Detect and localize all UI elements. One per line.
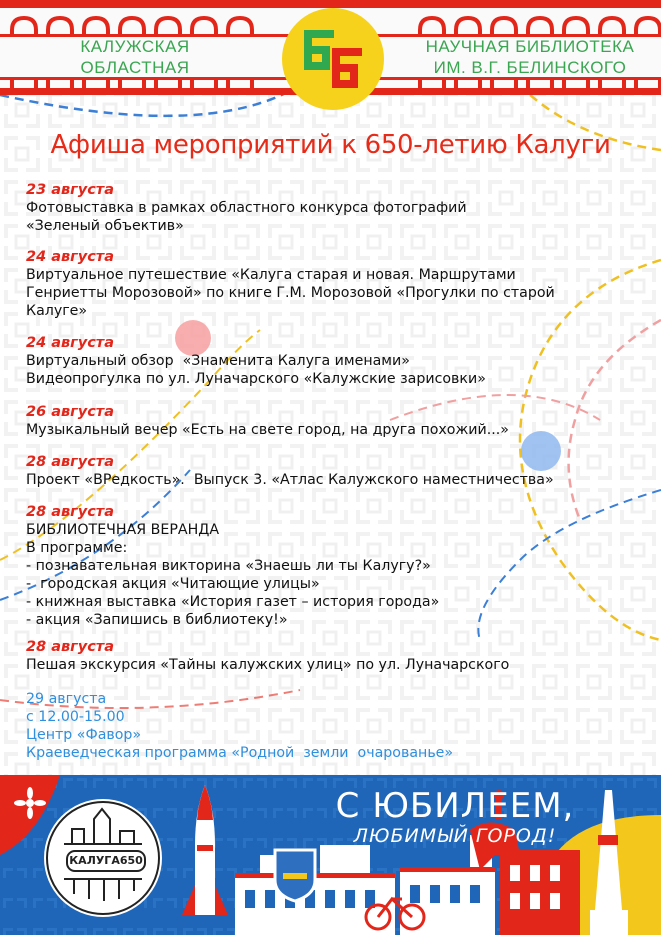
event-line: Генриетты Морозовой» по книге Г.М. Морозовой «Прогулки по старой	[26, 285, 555, 301]
event-date: 24 августа	[26, 335, 114, 351]
event-date: 26 августа	[26, 404, 114, 420]
event-line: - акция «Запишись в библиотеку!»	[26, 612, 288, 628]
event-date: 23 августа	[26, 182, 114, 198]
kaluga650-label: КАЛУГА650	[66, 850, 146, 872]
greeting-line1: С ЮБИЛЕЕМ,	[335, 786, 575, 826]
library-logo	[282, 8, 384, 110]
header-right-text	[400, 36, 660, 78]
final-event-time: с 12.00-15.00	[26, 709, 125, 725]
event-item	[26, 248, 646, 320]
header-right-line2: ИМ. В.Г. БЕЛИНСКОГО	[433, 58, 627, 77]
event-line: Виртуальный обзор «Знаменита Калуга именами»	[26, 353, 410, 369]
event-item	[26, 453, 646, 489]
event-line: Фотовыставка в рамках областного конкурса фотографий	[26, 200, 467, 216]
event-date: 24 августа	[26, 249, 114, 265]
event-line: Проект «ВРедкость». Выпуск 3. «Атлас Калужского наместничества»	[26, 472, 554, 488]
event-date: 28 августа	[26, 639, 114, 655]
final-event-venue: Центр «Фавор»	[26, 727, 142, 743]
final-event-program: Краеведческая программа «Родной земли очарованье»	[26, 745, 454, 761]
event-line: Музыкальный вечер «Есть на свете город, на друга похожий...»	[26, 422, 509, 438]
event-line: Виртуальное путешествие «Калуга старая и новая. Маршрутами	[26, 267, 516, 283]
event-line: «Зеленый объектив»	[26, 218, 184, 234]
event-line: - городская акция «Читающие улицы»	[26, 576, 320, 592]
coat-of-arms-icon	[275, 850, 315, 901]
header-left-text	[30, 36, 240, 78]
bb-letters-logo-icon	[282, 8, 384, 110]
greeting-line2: ЛЮБИМЫЙ ГОРОД!	[353, 825, 557, 847]
event-item	[26, 638, 646, 674]
event-line: БИБЛИОТЕЧНАЯ ВЕРАНДА	[26, 522, 220, 538]
event-line: Видеопрогулка по ул. Луначарского «Калужские зарисовки»	[26, 371, 486, 387]
event-item	[26, 334, 646, 388]
header-left-line2: ОБЛАСТНАЯ	[80, 58, 190, 77]
final-event-date: 29 августа	[26, 691, 107, 707]
event-date: 28 августа	[26, 504, 114, 520]
event-date: 28 августа	[26, 454, 114, 470]
event-line: - книжная выставка «История газет – история города»	[26, 594, 440, 610]
event-item	[26, 503, 646, 629]
event-line: Калуге»	[26, 303, 88, 319]
event-line: - познавательная викторина «Знаешь ли ты Калугу?»	[26, 558, 431, 574]
final-event	[26, 690, 646, 762]
header-left-line1: КАЛУЖСКАЯ	[80, 37, 190, 56]
event-line: В программе:	[26, 540, 128, 556]
page-title: Афиша мероприятий к 650-летию Калуги	[50, 130, 611, 160]
event-line: Пешая экскурсия «Тайны калужских улиц» по ул. Луначарского	[26, 657, 510, 673]
header-right-line1: НАУЧНАЯ БИБЛИОТЕКА	[425, 37, 635, 56]
event-item	[26, 181, 646, 235]
event-item	[26, 403, 646, 439]
